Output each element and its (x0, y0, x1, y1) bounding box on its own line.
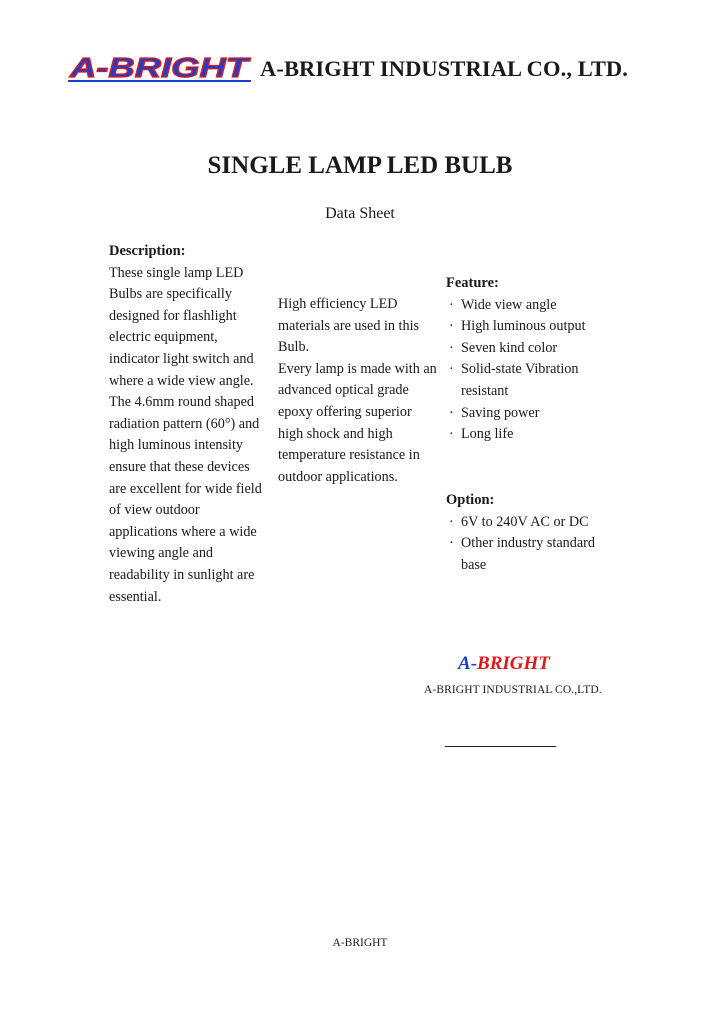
description-line: electric equipment, (109, 329, 218, 346)
materials-line: outdoor applications. (278, 468, 398, 485)
feature-section (446, 273, 646, 446)
feature-text: Wide view angle (461, 296, 557, 313)
bullet-dot: · (449, 404, 454, 421)
description-line: essential. (109, 588, 162, 605)
brand-mark-dash: - (470, 653, 478, 674)
feature-text: High luminous output (461, 318, 586, 335)
option-item (446, 533, 646, 555)
feature-text: Saving power (461, 404, 540, 421)
feature-text: Seven kind color (461, 339, 558, 356)
feature-text-continued: resistant (461, 382, 509, 399)
feature-item (446, 338, 646, 360)
option-heading: Option: (446, 492, 495, 508)
description-line: designed for flashlight (109, 307, 237, 324)
description-line: high luminous intensity (109, 437, 243, 454)
bullet-dot: · (449, 535, 454, 552)
bullet-dot: · (449, 318, 454, 335)
description-line: The 4.6mm round shaped (109, 394, 254, 411)
materials-line: temperature resistance in (278, 447, 420, 464)
option-text: 6V to 240V AC or DC (461, 513, 589, 530)
materials-line: advanced optical grade (278, 382, 409, 399)
feature-item (446, 316, 646, 338)
bullet-dot: · (449, 296, 454, 313)
materials-line: materials are used in this (278, 317, 420, 334)
logo-text-a: A-BRIGHT (68, 52, 252, 82)
option-item (446, 512, 646, 534)
feature-item (446, 403, 646, 425)
feature-item (446, 359, 646, 381)
feature-text: Solid-state Vibration (461, 361, 579, 378)
company-logo (68, 52, 253, 82)
materials-line: Bulb. (278, 339, 310, 356)
brand-mark-rest: BRIGHT (477, 653, 550, 674)
description-line: radiation pattern (60°) and (109, 415, 260, 432)
brand-mark-a: A (458, 653, 471, 674)
option-text-continued: base (461, 556, 487, 573)
materials-line: high shock and high (278, 425, 393, 442)
feature-item (446, 424, 646, 446)
feature-heading: Feature: (446, 275, 499, 291)
option-section (446, 490, 646, 576)
description-heading: Description: (109, 243, 186, 259)
materials-section (278, 294, 443, 488)
description-line: applications where a wide (109, 523, 257, 540)
option-text: Other industry standard (461, 535, 595, 552)
bullet-dot: · (449, 339, 454, 356)
bullet-dot: · (449, 361, 454, 378)
company-name-header: A-BRIGHT INDUSTRIAL CO., LTD. (260, 56, 628, 81)
page-title: SINGLE LAMP LED BULB (207, 152, 513, 179)
signature-line (445, 746, 556, 747)
page-subtitle: Data Sheet (325, 205, 395, 222)
materials-line: epoxy offering superior (278, 403, 412, 420)
materials-line: High efficiency LED (278, 296, 398, 312)
brand-company-name: A-BRIGHT INDUSTRIAL CO.,LTD. (424, 684, 602, 696)
materials-line: Every lamp is made with an (278, 360, 437, 377)
description-line: indicator light switch and (109, 350, 254, 367)
description-line: where a wide view angle. (109, 372, 254, 389)
description-line: ensure that these devices (109, 458, 250, 475)
description-line: readability in sunlight are (109, 566, 255, 583)
description-line: of view outdoor (109, 502, 200, 519)
description-line: are excellent for wide field (109, 480, 262, 497)
description-line: Bulbs are specifically (109, 286, 232, 303)
bullet-dot: · (449, 513, 454, 530)
description-section (109, 241, 274, 608)
description-line: viewing angle and (109, 545, 214, 562)
description-line: These single lamp LED (109, 264, 244, 281)
feature-text: Long life (461, 426, 514, 443)
page-footer: A-BRIGHT (332, 937, 388, 949)
bullet-dot: · (449, 426, 454, 443)
brand-mark (458, 653, 550, 675)
feature-item (446, 295, 646, 317)
